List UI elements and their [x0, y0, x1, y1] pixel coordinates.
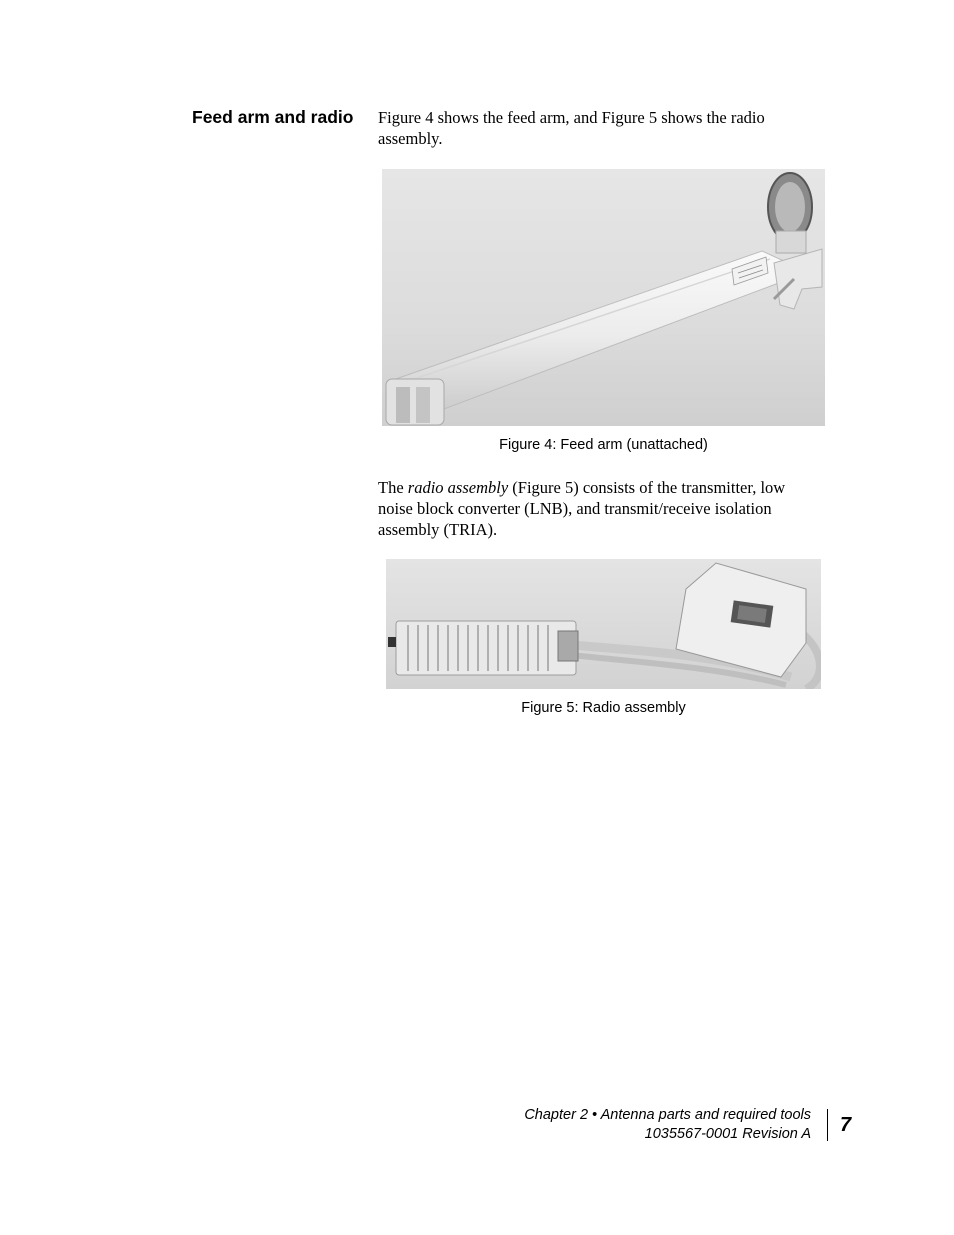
- page-number: 7: [840, 1114, 852, 1136]
- footer-divider: [827, 1109, 828, 1141]
- radio-paragraph-before: The: [378, 478, 408, 497]
- footer-chapter: Chapter 2 • Antenna parts and required tools: [524, 1107, 811, 1123]
- radio-assembly-photo: [386, 559, 821, 689]
- feed-arm-photo: [382, 169, 825, 426]
- figure-5-caption: Figure 5: Radio assembly: [521, 700, 686, 716]
- radio-assembly-term: radio assembly: [407, 478, 509, 497]
- footer-doc-number: 1035567-0001 Revision A: [644, 1126, 811, 1142]
- figure-4-caption: Figure 4: Feed arm (unattached): [499, 437, 708, 453]
- intro-paragraph: Figure 4 shows the feed arm, and Figure 5 shows the radio assembly.: [378, 108, 765, 148]
- radio-paragraph: [378, 477, 818, 540]
- page-footer: [524, 1106, 811, 1144]
- section-heading: Feed arm and radio: [192, 107, 354, 127]
- radio-paragraph-after: (Figure 5) consists of the transmitter, low noise block converter (LNB), and transmit/receive isolation assembly (TRIA).: [378, 478, 786, 539]
